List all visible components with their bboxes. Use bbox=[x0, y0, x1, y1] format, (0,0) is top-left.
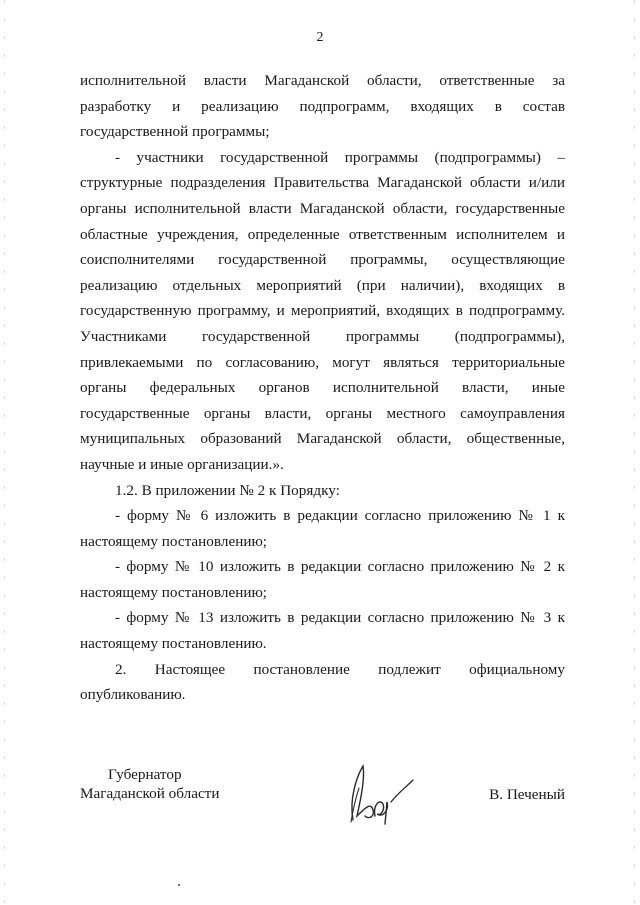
paragraph-7: 2. Настоящее постановление подлежит официальному опубликованию. bbox=[80, 660, 565, 704]
signatory-title-line1: Губернатор bbox=[108, 766, 182, 783]
page-number: 2 bbox=[316, 30, 324, 45]
scan-speck bbox=[178, 884, 180, 886]
document-body bbox=[80, 68, 565, 708]
scan-edge-left bbox=[4, 0, 5, 905]
handwritten-signature bbox=[335, 758, 425, 828]
paragraph-4: - форму № 6 изложить в редакции согласно приложению № 1 к настоящему постановлению; bbox=[80, 507, 565, 550]
signatory-title bbox=[80, 765, 219, 803]
paragraph-6: - форму № 13 изложить в редакции согласно приложению № 3 к настоящему постановлению. bbox=[80, 609, 565, 653]
signatory-name: В. Печеный bbox=[489, 786, 565, 803]
paragraph-5: - форму № 10 изложить в редакции согласно приложению № 2 к настоящему постановлению; bbox=[80, 558, 565, 601]
signature-block bbox=[80, 765, 565, 825]
paragraph-3: 1.2. В приложении № 2 к Порядку: bbox=[115, 481, 340, 499]
paragraph-1: исполнительной власти Магаданской области, ответственные за разработку и реализацию подпрограмм, входящих в состав государственной программы; bbox=[80, 72, 565, 141]
signatory-title-line2: Магаданской области bbox=[80, 785, 220, 802]
paragraph-2: - участники государственной программы (подпрограммы) – структурные подразделения Правительства Магаданской области и/или органы исполнительной власти Магаданской области, государственные областные учреждения, определенные ответственным исполнителем и соисполнителями государственной программы, осуществляющие реализацию отдельных мероприятий (при наличии), входящих в государственную программу, и мероприятий, входящих в подпрограмму. Участниками государственной программы (подпрограммы), привлекаемыми по согласованию, могут являться территориальные органы федеральных органов исполнительной власти, иные государственные органы власти, органы местного самоуправления муниципальных образований Магаданской области, общественные, научные и иные организации.». bbox=[80, 148, 565, 473]
scan-edge-right bbox=[634, 0, 635, 905]
